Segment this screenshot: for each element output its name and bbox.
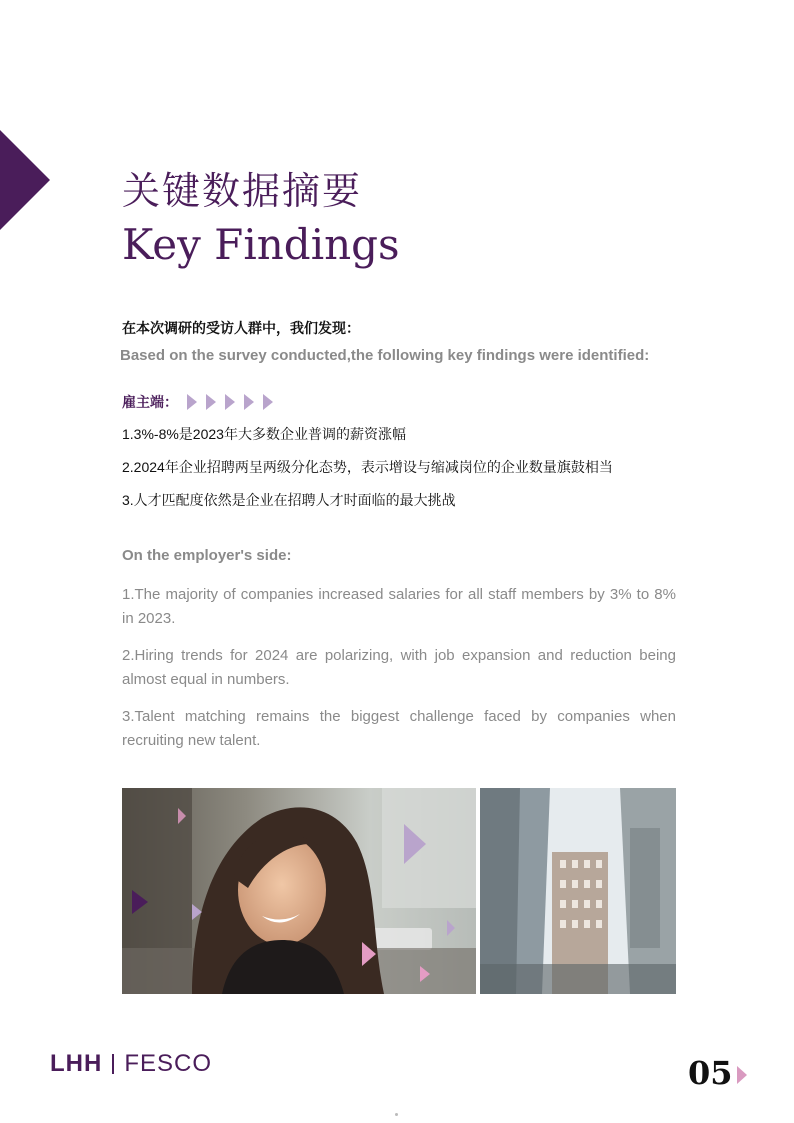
logo-divider [112,1054,114,1074]
page-title-cn: 关键数据摘要 [122,169,363,213]
page-title-en: Key Findings [122,220,400,269]
intro-text-en: Based on the survey conducted,the following key findings were identified: [120,347,650,364]
finding-item-en: 1.The majority of companies increased salaries for all staff members by 3% to 8% in 2023. [122,586,676,627]
chevron-right-icon [263,394,273,410]
findings-list-en [122,583,676,766]
chevron-right-icon [206,394,216,410]
finding-item-cn: 3.人才匹配度依然是企业在招聘人才时面临的最大挑战 [122,492,456,508]
intro-text-cn: 在本次调研的受访人群中，我们发现： [122,320,360,336]
logo-lhh-text: LHH [50,1050,103,1077]
findings-list-cn [122,424,702,523]
finding-item-cn: 2.2024年企业招聘两呈两级分化态势，表示增设与缩减岗位的企业数量旗鼓相当 [122,459,613,475]
chevron-right-icon [187,394,197,410]
photo-city-buildings [480,788,676,994]
photo-woman-street [122,788,476,994]
decorative-dot [395,1113,398,1116]
finding-item-en: 3.Talent matching remains the biggest challenge faced by companies when recruiting new talent. [122,708,676,749]
chevron-right-icon [225,394,235,410]
finding-item-cn: 1.3%-8%是2023年大多数企业普调的薪资涨幅 [122,426,406,442]
page-number: 05 [688,1054,733,1092]
employer-section-cn-heading [122,392,273,412]
chevron-right-icon [244,394,254,410]
employer-label-cn: 雇主端： [122,394,178,410]
logo-fesco-text: FESCO [124,1050,213,1077]
company-logo [50,1050,212,1078]
finding-item-en: 2.Hiring trends for 2024 are polarizing, with job expansion and reduction being almost equal in numbers. [122,647,676,688]
corner-triangle-decoration [0,130,50,230]
page-arrow-icon [737,1066,747,1084]
employer-heading-en: On the employer's side: [122,547,292,564]
